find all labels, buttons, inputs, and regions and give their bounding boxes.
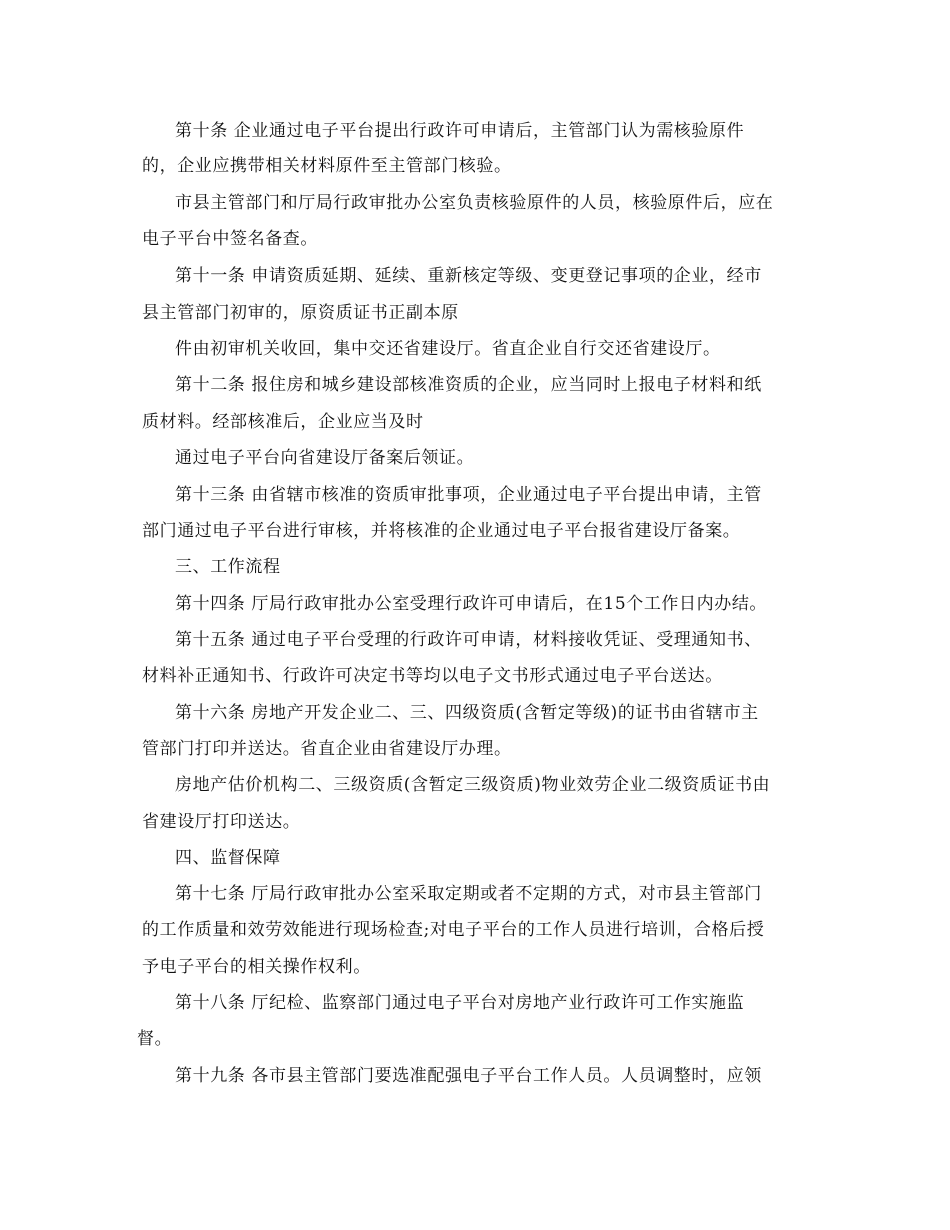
text-line: 省建设厅打印送达。 bbox=[142, 812, 301, 832]
text-line: 管部门打印并送达。省直企业由省建设厅办理。 bbox=[142, 739, 512, 759]
text-line: 房地产估价机构二、三级资质(含暂定三级资质)物业效劳企业二级资质证书由 bbox=[175, 775, 771, 795]
text-line: 通过电子平台向省建设厅备案后领证。 bbox=[175, 448, 475, 468]
text-line: 部门通过电子平台进行审核，并将核准的企业通过电子平台报省建设厅备案。 bbox=[142, 521, 741, 541]
text-line: 第十一条 申请资质延期、延续、重新核定等级、变更登记事项的企业，经市 bbox=[175, 266, 762, 286]
section-heading: 三、工作流程 bbox=[175, 557, 281, 577]
text-line: 第十六条 房地产开发企业二、三、四级资质(含暂定等级)的证书由省辖市主 bbox=[175, 703, 759, 723]
text-line: 第十五条 通过电子平台受理的行政许可申请，材料接收凭证、受理通知书、 bbox=[175, 630, 762, 650]
text-line: 督。 bbox=[137, 1029, 173, 1049]
section-heading: 四、监督保障 bbox=[175, 848, 281, 868]
text-line: 县主管部门初审的，原资质证书正副本原 bbox=[142, 303, 459, 323]
text-line: 电子平台中签名备查。 bbox=[142, 229, 318, 249]
text-line: 市县主管部门和厅局行政审批办公室负责核验原件的人员，核验原件后，应在 bbox=[175, 193, 774, 213]
text-line: 第十九条 各市县主管部门要选准配强电子平台工作人员。人员调整时，应领 bbox=[175, 1066, 762, 1086]
text-line: 第十四条 厅局行政审批办公室受理行政许可申请后，在15个工作日内办结。 bbox=[175, 594, 768, 614]
text-line: 第十七条 厅局行政审批办公室采取定期或者不定期的方式，对市县主管部门 bbox=[175, 884, 762, 904]
text-line: 的工作质量和效劳效能进行现场检查;对电子平台的工作人员进行培训，合格后授 bbox=[142, 920, 765, 940]
text-line: 第十八条 厅纪检、监察部门通过电子平台对房地产业行政许可工作实施监 bbox=[175, 993, 745, 1013]
text-line: 第十三条 由省辖市核准的资质审批事项，企业通过电子平台提出申请，主管 bbox=[175, 485, 762, 505]
text-line: 件由初审机关收回，集中交还省建设厅。省直企业自行交还省建设厅。 bbox=[175, 339, 721, 359]
text-line: 予电子平台的相关操作权利。 bbox=[142, 957, 371, 977]
text-line: 材料补正通知书、行政许可决定书等均以电子文书形式通过电子平台送达。 bbox=[142, 666, 723, 686]
text-line: 质材料。经部核准后，企业应当及时 bbox=[142, 412, 424, 432]
text-line: 的，企业应携带相关材料原件至主管部门核验。 bbox=[142, 156, 512, 176]
text-line: 第十二条 报住房和城乡建设部核准资质的企业，应当同时上报电子材料和纸 bbox=[175, 375, 762, 395]
text-line: 第十条 企业通过电子平台提出行政许可申请后，主管部门认为需核验原件 bbox=[175, 121, 745, 141]
